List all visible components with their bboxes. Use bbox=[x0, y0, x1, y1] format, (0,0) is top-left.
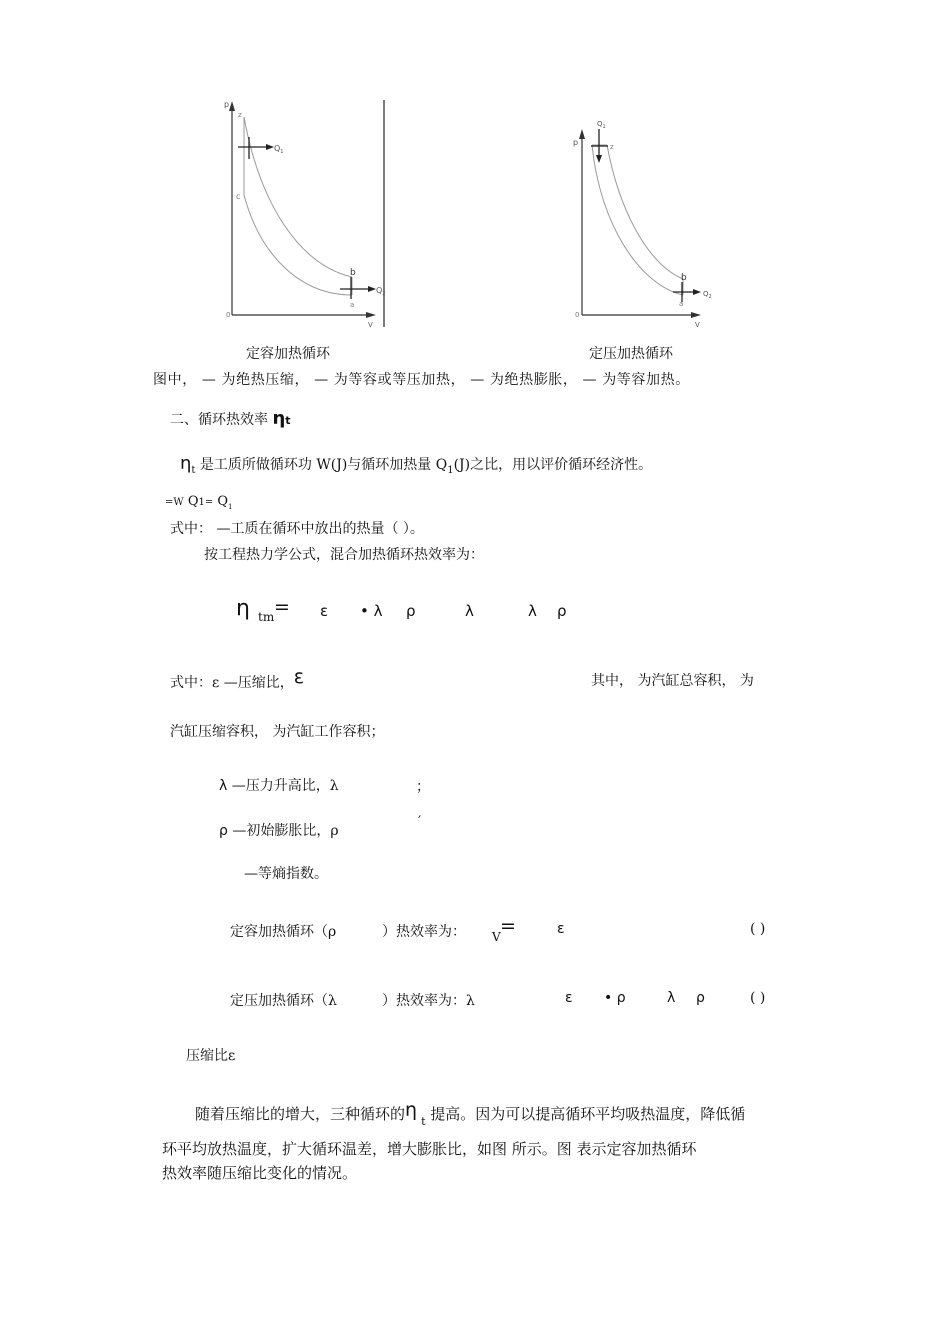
figure-note: 图中， — 为绝热压缩， — 为等容或等压加热， — 为绝热膨胀， — 为等容加热。 bbox=[153, 372, 690, 388]
eta-tm-equals: = bbox=[274, 596, 290, 618]
eta-tm-symbol: η bbox=[236, 596, 250, 621]
isentropic-index-line: —等熵指数。 bbox=[244, 866, 328, 882]
lambda-tail: ； bbox=[416, 779, 430, 795]
mixed-efficiency-formula bbox=[236, 596, 596, 626]
para-start: 随着压缩比的增大，三种循环的 bbox=[195, 1105, 406, 1123]
paragraph-line-1 bbox=[195, 1099, 746, 1128]
heat-in-label: $Q_1$ bbox=[597, 120, 606, 130]
section-heading-eta-sub: t bbox=[285, 414, 291, 427]
formula-fragment bbox=[165, 494, 233, 511]
const-p-epsilon: ε bbox=[565, 990, 573, 1006]
p-axis-label: p bbox=[573, 138, 579, 147]
pressure-ratio-definition bbox=[219, 775, 339, 795]
eta-tm-lambda-2: λ bbox=[528, 602, 537, 620]
cylinder-volume-note: 其中， 为汽缸总容积， 为 bbox=[591, 673, 754, 689]
heat-out-arrowhead-icon bbox=[368, 286, 376, 292]
v-axis-label: V bbox=[368, 321, 373, 329]
eta-tm-lambda-1: λ bbox=[465, 602, 474, 620]
origin-label: 0 bbox=[575, 311, 580, 319]
eta-tm-sub: tm bbox=[258, 610, 275, 624]
const-v-equation-number: ( ) bbox=[750, 921, 766, 937]
formula-q2: Q bbox=[213, 494, 229, 509]
process-a-c bbox=[244, 195, 352, 295]
definition-body: 是工质所做循环功 W(J)与循环加热量 Q bbox=[199, 457, 448, 473]
formula-q1: Q bbox=[187, 494, 199, 509]
eta-tm-rho-1: ρ bbox=[406, 602, 416, 620]
point-z-label: z bbox=[238, 111, 242, 119]
compression-ratio-heading: 压缩比ε bbox=[186, 1048, 236, 1064]
rho-text: —初始膨胀比，ρ bbox=[227, 823, 339, 839]
mixed-cycle-intro: 按工程热力学公式，混合加热循环热效率为： bbox=[204, 547, 484, 563]
formula-q1-sub: 1= bbox=[198, 497, 214, 508]
para-rest: 提高。因为可以提高循环平均吸热温度，降低循 bbox=[425, 1105, 746, 1123]
const-v-epsilon: ε bbox=[557, 921, 565, 937]
v-axis-arrow-icon bbox=[691, 312, 701, 318]
rho-tail: ′ bbox=[418, 814, 422, 830]
eps-def-text: —压缩比， bbox=[219, 675, 294, 691]
point-b-label: b bbox=[681, 273, 687, 283]
heat-in-arrowhead-icon bbox=[596, 155, 602, 163]
definition-eta: η bbox=[180, 453, 192, 474]
constant-volume-pv-diagram bbox=[200, 95, 400, 335]
definition-end: (J)之比，用以评价循环经济性。 bbox=[453, 457, 653, 473]
lambda-text: —压力升高比，λ bbox=[227, 778, 339, 794]
origin-label: 0 bbox=[226, 311, 231, 319]
where-line: 式中： —工质在循环中放出的热量（ ）。 bbox=[170, 521, 424, 537]
formula-q2-sub: 1 bbox=[228, 503, 233, 511]
point-a-label: a bbox=[679, 300, 684, 308]
const-v-equals: = bbox=[500, 915, 516, 937]
formula-prefix: =W bbox=[165, 497, 184, 508]
eta-tm-dot-lambda: • λ bbox=[360, 602, 383, 620]
heat-out-arrowhead-icon bbox=[693, 289, 701, 295]
heat-out-label: $Q_2$ bbox=[703, 290, 712, 300]
process-a-c bbox=[592, 145, 683, 295]
eta-tm-rho-2: ρ bbox=[557, 602, 567, 620]
compression-ratio-definition bbox=[170, 666, 304, 692]
process-z-b bbox=[607, 145, 683, 279]
p-axis-arrow-icon bbox=[229, 101, 235, 111]
point-c-label: c bbox=[236, 192, 241, 201]
heat-in-arrowhead-icon bbox=[266, 144, 274, 150]
constant-volume-efficiency bbox=[230, 915, 820, 947]
left-diagram-caption: 定容加热循环 bbox=[246, 346, 330, 362]
const-p-equation-number: ( ) bbox=[750, 990, 766, 1006]
right-diagram-caption: 定压加热循环 bbox=[589, 346, 673, 362]
paragraph-line-2: 环平均放热温度，扩大循环温差，增大膨胀比，如图 所示。图 表示定容加热循环 bbox=[162, 1140, 697, 1158]
eta-tm-epsilon: ε bbox=[320, 602, 329, 620]
constant-pressure-efficiency bbox=[230, 990, 820, 1016]
const-p-mid: ）热效率为：λ bbox=[382, 993, 475, 1009]
constant-pressure-pv-diagram bbox=[565, 115, 725, 330]
p-axis-label: p bbox=[224, 100, 230, 109]
heat-in-label: $Q_1$ bbox=[274, 144, 284, 155]
const-v-mid: ）热效率为： bbox=[382, 924, 466, 940]
const-v-sub: V bbox=[492, 930, 501, 944]
definition-eta-sub: t bbox=[191, 465, 196, 476]
point-a-label: a bbox=[350, 301, 355, 309]
const-p-dot-rho: • ρ bbox=[604, 990, 626, 1006]
para-eta: η bbox=[405, 1099, 418, 1121]
section-heading-text: 二、循环热效率 bbox=[170, 412, 268, 428]
section-heading-eta: η bbox=[272, 408, 286, 429]
v-axis-label: V bbox=[695, 321, 700, 329]
point-b-label: b bbox=[350, 268, 356, 278]
expansion-ratio-definition bbox=[219, 820, 339, 840]
section-heading bbox=[170, 408, 291, 429]
heat-out-label: $Q_2$ bbox=[376, 286, 386, 297]
eps-def-prefix: 式中：ε bbox=[170, 675, 220, 691]
eps-big: ε bbox=[293, 666, 304, 688]
point-z-label: z bbox=[610, 143, 614, 151]
definition-sub: 1 bbox=[447, 465, 454, 476]
efficiency-definition bbox=[180, 453, 652, 476]
const-v-label: 定容加热循环（ρ bbox=[230, 924, 337, 940]
para-eta-sub: t bbox=[421, 1115, 426, 1128]
v-axis-arrow-icon bbox=[366, 312, 376, 318]
const-p-lambda: λ bbox=[667, 990, 676, 1006]
const-p-rho: ρ bbox=[696, 990, 705, 1006]
process-z-b bbox=[244, 117, 352, 277]
const-p-label: 定压加热循环（λ bbox=[230, 993, 337, 1009]
lambda-symbol: λ bbox=[219, 778, 228, 794]
paragraph-line-3: 热效率随压缩比变化的情况。 bbox=[162, 1164, 358, 1182]
p-axis-arrow-icon bbox=[579, 129, 585, 139]
rho-symbol: ρ bbox=[219, 823, 228, 839]
cylinder-volume-line: 汽缸压缩容积， 为汽缸工作容积； bbox=[170, 724, 385, 740]
